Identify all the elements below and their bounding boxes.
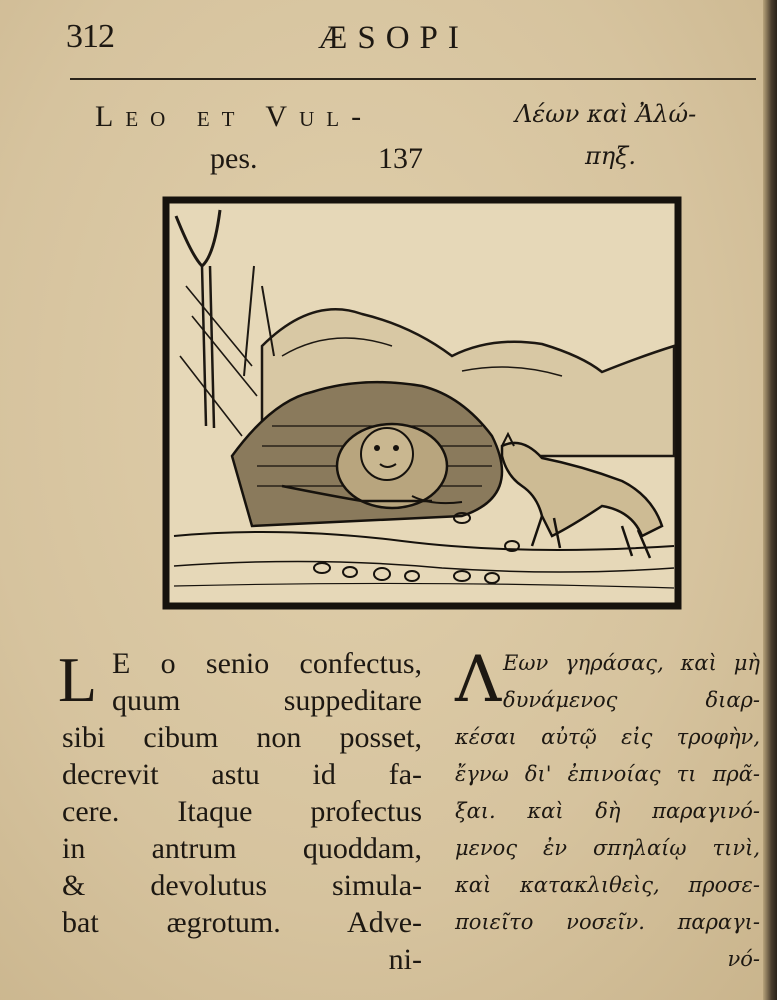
greek-line: ξαι. καὶ δὴ παραγινό- <box>455 799 760 823</box>
latin-drop-initial: L <box>58 644 98 715</box>
fable-number: 137 <box>378 142 423 175</box>
woodcut-illustration <box>162 196 682 610</box>
greek-line: καὶ κατακλιθεὶς, προσε- <box>455 873 760 897</box>
greek-text-block <box>455 645 760 978</box>
greek-line: δυνάμενος διαρ- <box>503 688 760 712</box>
greek-title-line1: Λέων καὶ Ἀλώ- <box>515 100 697 128</box>
header-rule <box>70 78 756 80</box>
latin-line: decrevit astu id fa- <box>62 758 422 791</box>
latin-line: in antrum quoddam, <box>62 832 422 865</box>
page-gutter <box>763 0 777 1000</box>
greek-title-line2: πηξ. <box>585 142 636 170</box>
running-head: ÆSOPI <box>318 20 469 56</box>
latin-line: cere. Itaque profectus <box>62 795 422 828</box>
latin-title-line1: Leo et Vul- <box>95 100 374 133</box>
latin-catchword: ni- <box>388 943 422 976</box>
greek-line: Εων γηράσας, καὶ μὴ <box>503 651 760 675</box>
latin-line: quum suppeditare <box>112 684 422 717</box>
greek-line: ποιεῖτο νοσεῖν. παραγι- <box>455 910 760 934</box>
latin-line: bat ægrotum. Adve- <box>62 906 422 939</box>
latin-text-block <box>62 645 422 978</box>
latin-line: & devolutus simula- <box>62 869 422 902</box>
greek-catchword: νό- <box>727 947 760 971</box>
greek-line: μενος ἐν σπηλαίῳ τινὶ, <box>455 836 760 860</box>
latin-line: E o senio confectus, <box>112 647 422 680</box>
greek-drop-initial: Λ <box>455 643 502 717</box>
greek-line: κέσαι αὐτῷ εἰς τροφὴν, <box>455 725 760 749</box>
page-number: 312 <box>66 18 114 55</box>
greek-line: ἔγνω δι' ἐπινοίας τι πρᾶ- <box>455 762 760 786</box>
latin-line: sibi cibum non posset, <box>62 721 422 754</box>
latin-title-line2: pes. <box>210 142 258 175</box>
